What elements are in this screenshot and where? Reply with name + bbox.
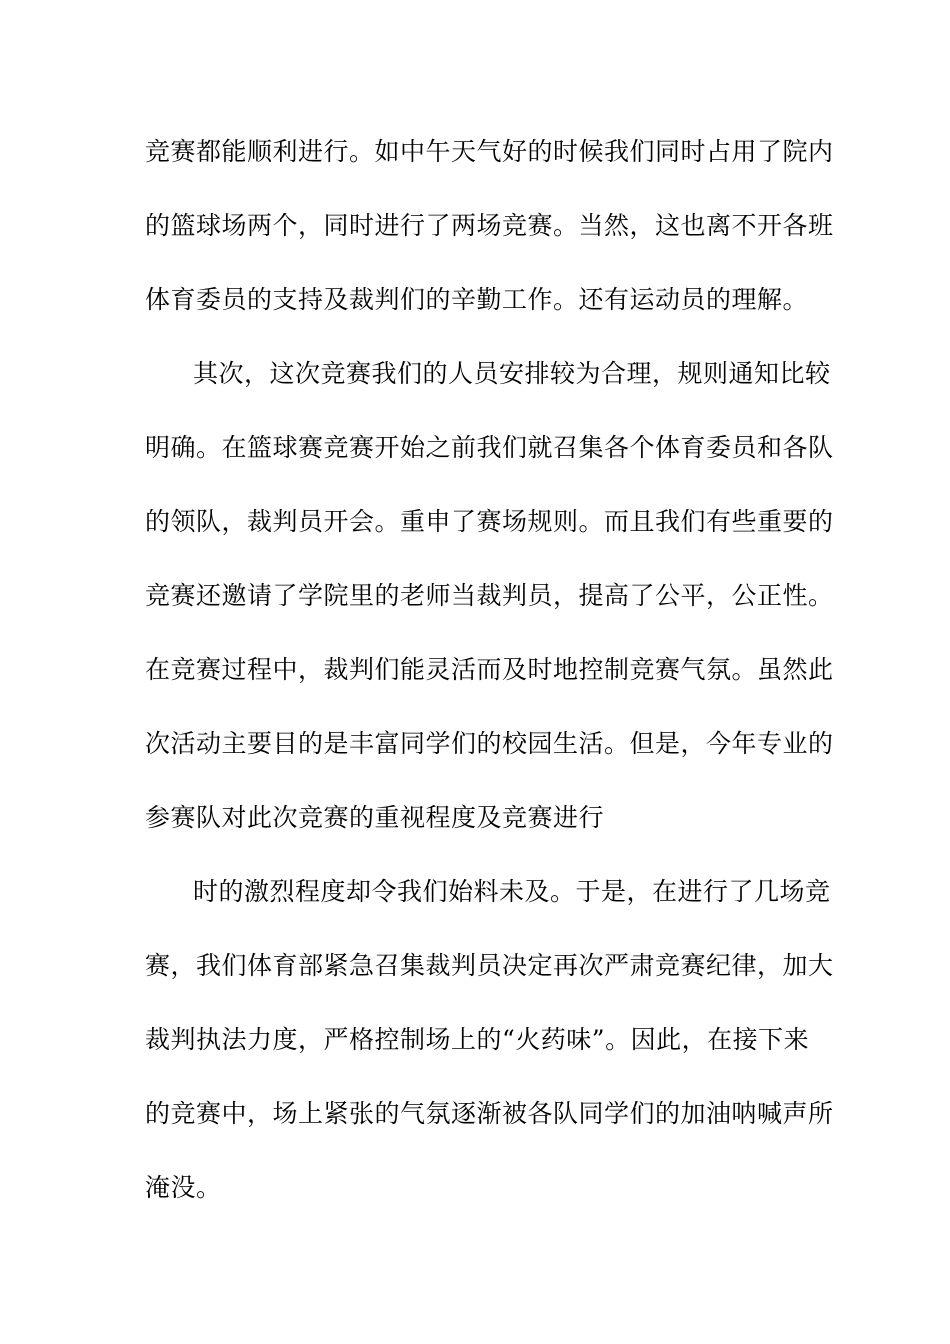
paragraph-first-line: 时的激烈程度却令我们始料未及。于是，在进行了几场竞	[193, 877, 831, 906]
text-line: 的篮球场两个，同时进行了两场竞赛。当然，这也离不开各班	[145, 211, 834, 240]
text-line: 淹没。	[145, 1173, 222, 1202]
text-line: 竞赛还邀请了学院里的老师当裁判员，提高了公平，公正性。	[145, 581, 834, 610]
text-line: 次活动主要目的是丰富同学们的校园生活。但是，今年专业的	[145, 729, 834, 758]
text-line: 的竞赛中，场上紧张的气氛逐渐被各队同学们的加油呐喊声所	[145, 1099, 834, 1128]
text-line: 在竞赛过程中，裁判们能灵活而及时地控制竞赛气氛。虽然此	[145, 655, 834, 684]
text-line: 赛，我们体育部紧急召集裁判员决定再次严肃竞赛纪律，加大	[145, 951, 834, 980]
text-line: 体育委员的支持及裁判们的辛勤工作。还有运动员的理解。	[145, 285, 809, 314]
text-line: 裁判执法力度，严格控制场上的“火药味”。因此，在接下来	[145, 1025, 810, 1054]
text-line: 的领队，裁判员开会。重申了赛场规则。而且我们有些重要的	[145, 507, 834, 536]
paragraph-first-line: 其次，这次竞赛我们的人员安排较为合理，规则通知比较	[193, 359, 831, 388]
text-line: 竞赛都能顺利进行。如中午天气好的时候我们同时占用了院内	[145, 137, 834, 166]
text-line: 明确。在篮球赛竞赛开始之前我们就召集各个体育委员和各队	[145, 433, 834, 462]
text-line: 参赛队对此次竞赛的重视程度及竞赛进行	[145, 803, 605, 832]
